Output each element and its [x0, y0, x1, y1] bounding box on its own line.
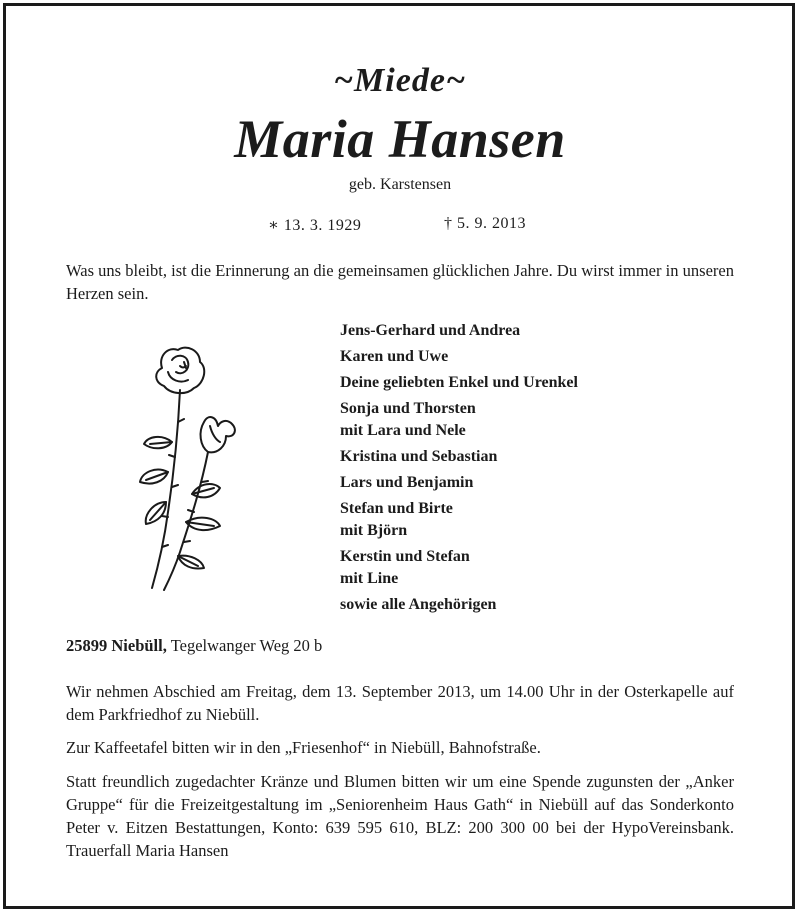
- nickname: ~Miede~: [333, 62, 467, 99]
- family-line: Karen und Uwe: [340, 348, 449, 365]
- family-list: [340, 320, 578, 620]
- address-city: 25899 Niebüll,: [66, 636, 167, 655]
- donation-text: Statt freundlich zugedachter Kränze und Blumen bitten wir um eine Spende zugunsten der „Anker Gruppe“ für die Freizeitgestaltung im „Seniorenheim Haus Gath“ in Niebüll auf das Sonderkonto Peter v. Eitzen Bestattungen, Konto: 639 595 610, BLZ: 200 300 00 bei der HypoVereinsbank. Trauerfall Maria Hansen: [66, 772, 734, 860]
- rose-illustration: [128, 342, 248, 592]
- family-group: [340, 320, 578, 342]
- family-line: mit Björn: [340, 522, 408, 539]
- family-line: Jens-Gerhard und Andrea: [340, 322, 521, 339]
- coffee-text: Zur Kaffeetafel bitten wir in den „Friesenhof“ in Niebüll, Bahnofstraße.: [66, 738, 541, 757]
- family-line: mit Line: [340, 570, 399, 587]
- farewell-text: Wir nehmen Abschied am Freitag, dem 13. September 2013, um 14.00 Uhr in der Osterkapelle auf dem Parkfriedhof zu Niebüll.: [66, 682, 734, 724]
- family-group: [340, 546, 578, 590]
- deceased-name: Maria Hansen: [234, 109, 566, 169]
- family-line: mit Lara und Nele: [340, 422, 466, 439]
- family-line: sowie alle Angehörigen: [340, 596, 497, 613]
- family-line: Deine geliebten Enkel und Urenkel: [340, 374, 578, 391]
- family-line: Kerstin und Stefan: [340, 548, 470, 565]
- family-group: [340, 398, 578, 442]
- family-group: [340, 446, 578, 468]
- family-line: Sonja und Thorsten: [340, 400, 476, 417]
- family-group: [340, 346, 578, 368]
- family-line: Kristina und Sebastian: [340, 448, 498, 465]
- family-group: [340, 372, 578, 394]
- family-group: [340, 472, 578, 494]
- address-street: Tegelwanger Weg 20 b: [170, 636, 323, 655]
- birth-date: ∗ 13. 3. 1929: [268, 217, 362, 234]
- address: [66, 636, 322, 656]
- death-date: † 5. 9. 2013: [444, 215, 526, 232]
- intro-text: Was uns bleibt, ist die Erinnerung an die gemeinsamen glücklichen Jahre. Du wirst immer in unseren Herzen sein.: [66, 261, 734, 303]
- family-group: [340, 594, 578, 616]
- maiden-name: geb. Karstensen: [348, 176, 452, 193]
- family-line: Lars und Benjamin: [340, 474, 474, 491]
- family-group: [340, 498, 578, 542]
- family-line: Stefan und Birte: [340, 500, 453, 517]
